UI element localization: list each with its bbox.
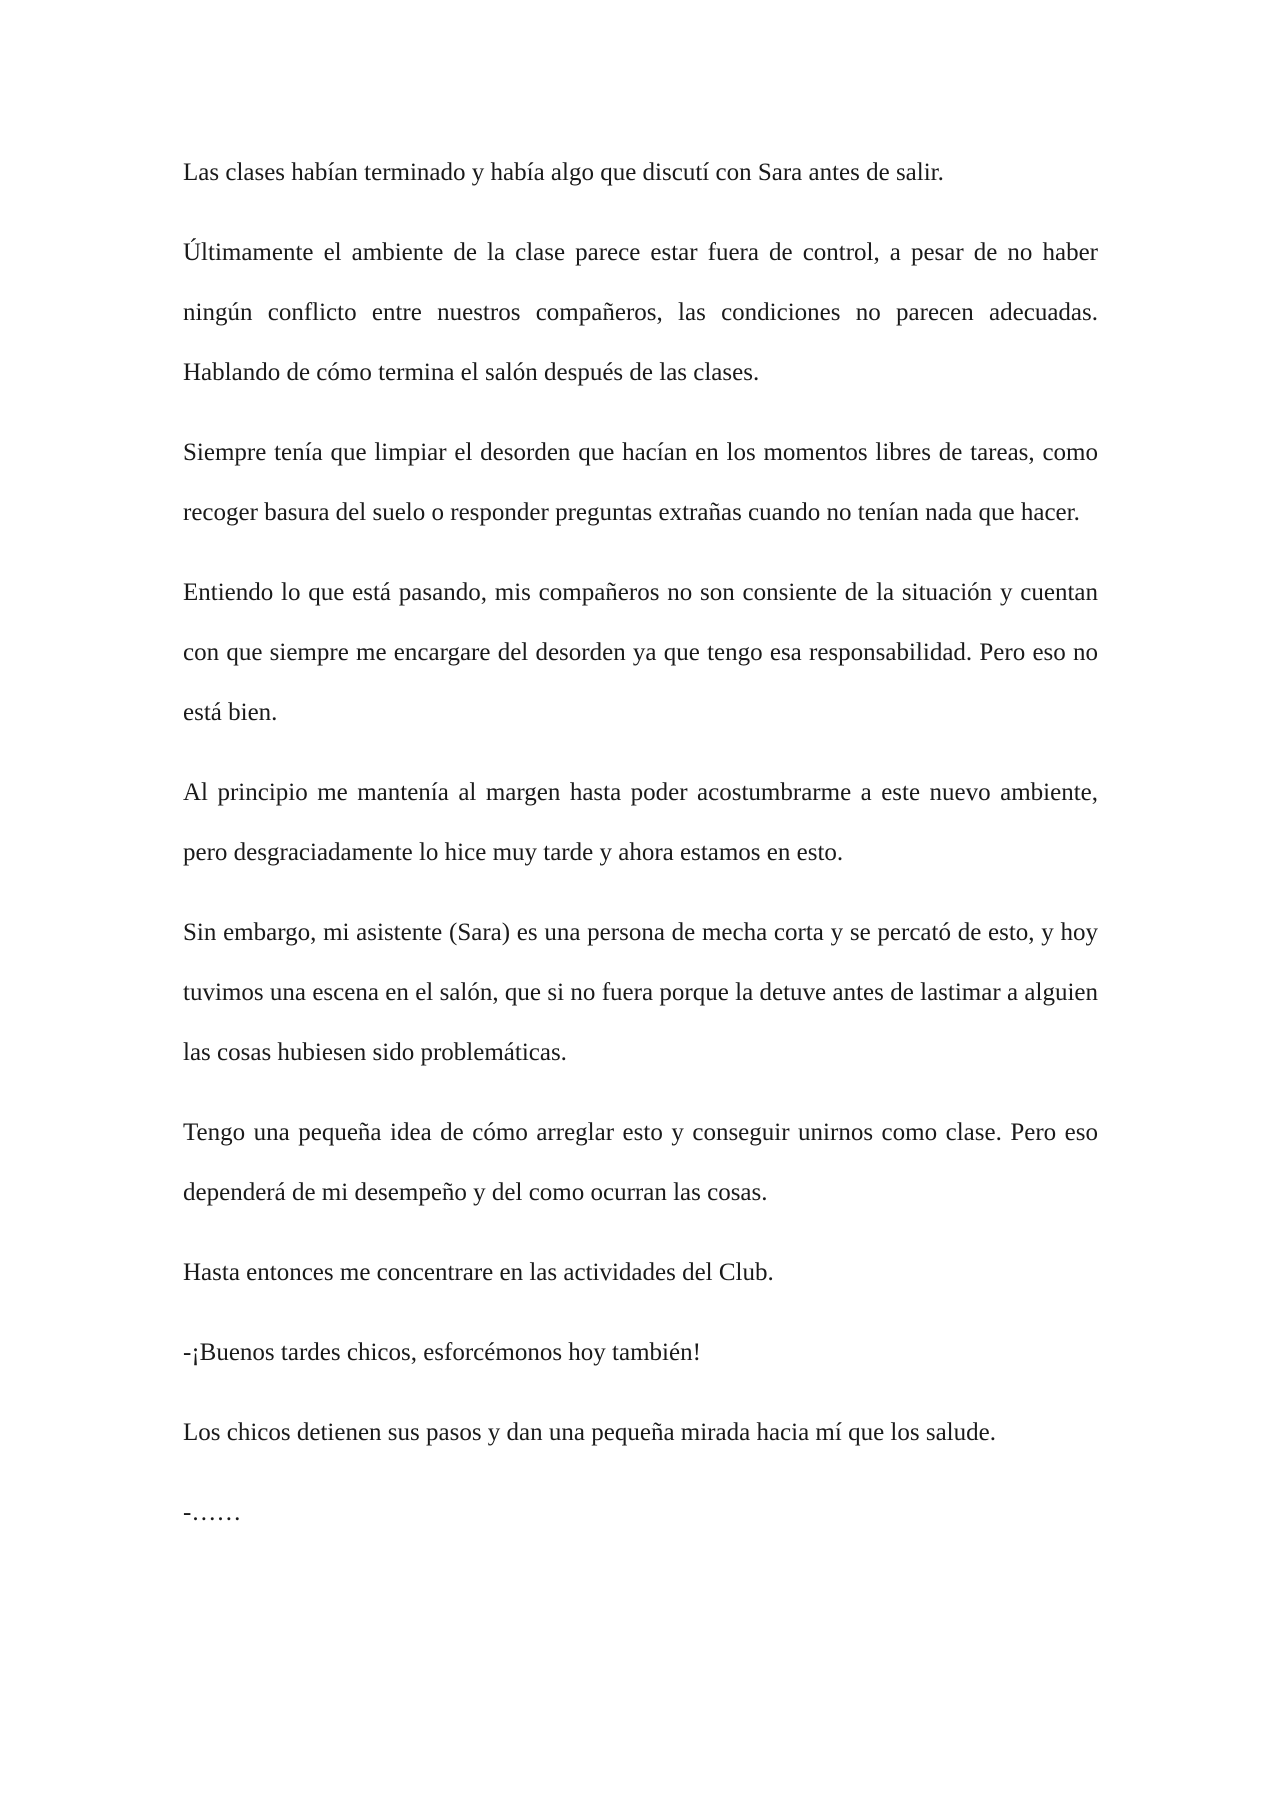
paragraph: Entiendo lo que está pasando, mis compañeros no son consiente de la situación y cuentan con que siempre me encargare del desorden ya que tengo esa responsabilidad. Pero eso no está bien. xyxy=(183,579,1098,726)
paragraph: Hasta entonces me concentrare en las actividades del Club. xyxy=(183,1259,774,1286)
paragraph: Sin embargo, mi asistente (Sara) es una persona de mecha corta y se percató de esto, y hoy tuvimos una escena en el salón, que si no fuera porque la detuve antes de lastimar a alguien las cosas hubiesen sido problemáticas. xyxy=(183,919,1098,1066)
document-body xyxy=(183,143,1098,1563)
paragraph: Tengo una pequeña idea de cómo arreglar esto y conseguir unirnos como clase. Pero eso dependerá de mi desempeño y del como ocurran las cosas. xyxy=(183,1119,1098,1206)
dialogue-line: -¡Buenos tardes chicos, esforcémonos hoy también! xyxy=(183,1339,701,1366)
paragraph: Al principio me mantenía al margen hasta poder acostumbrarme a este nuevo ambiente, pero desgraciadamente lo hice muy tarde y ahora estamos en esto. xyxy=(183,779,1098,866)
paragraph: Últimamente el ambiente de la clase parece estar fuera de control, a pesar de no haber ningún conflicto entre nuestros compañeros, las condiciones no parecen adecuadas. Hablando de cómo termina el salón después de las clases. xyxy=(183,239,1098,386)
paragraph: Siempre tenía que limpiar el desorden que hacían en los momentos libres de tareas, como recoger basura del suelo o responder preguntas extrañas cuando no tenían nada que hacer. xyxy=(183,439,1098,526)
paragraph: Las clases habían terminado y había algo que discutí con Sara antes de salir. xyxy=(183,159,944,186)
dialogue-line: -…… xyxy=(183,1499,242,1526)
paragraph: Los chicos detienen sus pasos y dan una pequeña mirada hacia mí que los salude. xyxy=(183,1419,996,1446)
